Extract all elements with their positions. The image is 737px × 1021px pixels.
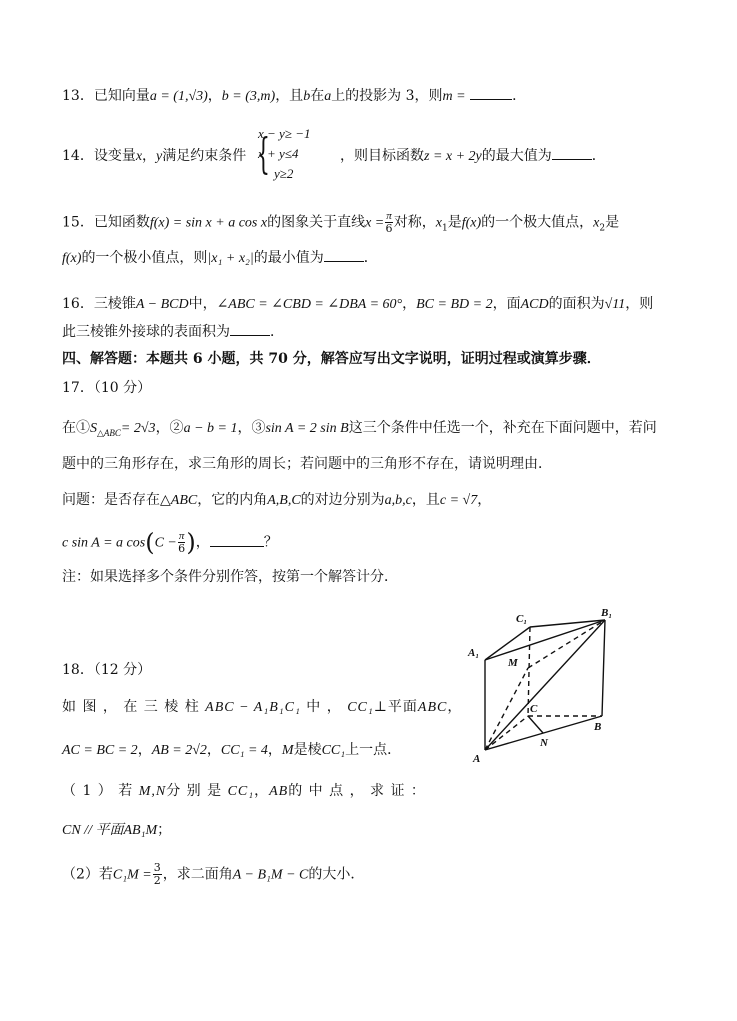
- text: 已知向量: [93, 88, 150, 104]
- m-expression: m =: [442, 89, 466, 104]
- face-acd: ACD: [520, 297, 549, 312]
- equation-inner: C −: [154, 535, 177, 551]
- question-number: 14．: [62, 148, 94, 164]
- question-16-line-1: [62, 294, 653, 315]
- answer-blank[interactable]: [230, 323, 270, 336]
- denominator: 2: [153, 874, 161, 887]
- points-mn: M,N: [138, 784, 167, 799]
- question-17-line-4: c sin A = a cos(C − $\frac{\pi}{6}$ )， ？: [62, 528, 278, 557]
- edge-cc1: CC₁: [321, 743, 346, 758]
- text: ．: [591, 148, 606, 164]
- text: ，: [206, 742, 221, 758]
- text: ．: [512, 88, 527, 104]
- condition-3: sin A = 2 sin B: [265, 421, 349, 436]
- question-18-heading: 18．（12 分）: [62, 662, 152, 678]
- text: 在: [310, 88, 325, 104]
- dihedral-angle: A − B₁M − C: [232, 867, 309, 883]
- text: ．: [270, 324, 284, 340]
- plane-abc: ABC: [417, 700, 448, 715]
- segment-a-m: [485, 668, 528, 750]
- edge-a-b: [485, 716, 602, 750]
- text: ，: [254, 783, 270, 799]
- text: ，则: [625, 296, 654, 312]
- text: 三棱锥: [93, 296, 136, 312]
- length-conditions: BC = BD = 2: [416, 297, 493, 312]
- text: 满足约束条件: [162, 148, 247, 164]
- text: ？: [263, 534, 278, 551]
- label-b1: B₁: [601, 607, 613, 619]
- question-15-line-1: 15．已知函数f(x) = sin x + a cos x的图象关于直线x = $\frac{\pi}{6}$ 对称，$x_1$是f(x)的一个极大值点，$x_2$是: [62, 210, 620, 235]
- question-number: 16．: [62, 296, 94, 312]
- answer-blank[interactable]: [552, 147, 592, 160]
- sides: a,b,c: [384, 493, 412, 508]
- line-eq: x =: [365, 215, 385, 231]
- vector-a: a: [324, 89, 332, 104]
- angle-conditions: ∠ABC = ∠CBD = ∠DBA = 60°: [216, 297, 403, 312]
- text: 的 中 点 ， 求 证 ：: [288, 783, 426, 799]
- fx: f(x): [62, 251, 82, 266]
- edge-b-b1: [602, 620, 605, 716]
- text: 的最小值为: [253, 250, 324, 266]
- text: ，且: [275, 88, 304, 104]
- question-17-line-2: 题中的三角形存在，求三角形的周长；若问题中的三角形不存在，请说明理由．: [62, 456, 552, 472]
- text: 的面积为: [548, 296, 605, 312]
- numerator: π: [386, 210, 392, 222]
- label-m: M: [508, 657, 518, 669]
- text: ；: [157, 822, 172, 838]
- length-ab: AB = 2√2: [151, 743, 207, 758]
- diagonal-a-b1: [485, 620, 605, 750]
- fx: f(x): [461, 215, 482, 231]
- denominator: 6: [385, 222, 393, 235]
- text: （ 1 ） 若: [62, 783, 134, 799]
- question-17-note: 注：如果选择多个条件分别作答，按第一个解答计分．: [62, 569, 398, 585]
- question-17-line-1: [62, 418, 657, 443]
- fraction-pi-6: [178, 530, 186, 555]
- tetrahedron-name: A − BCD: [135, 297, 189, 312]
- numerator: 3: [153, 861, 161, 874]
- text: 的最大值为: [481, 148, 552, 164]
- equation-left: c sin A = a cos: [62, 535, 146, 551]
- question-15-line-2: [62, 248, 378, 269]
- text: 设变量: [93, 148, 136, 164]
- constraint-system: [258, 124, 310, 184]
- text: 是: [447, 214, 462, 231]
- c1m-length: C₁M =: [112, 867, 152, 883]
- answer-blank[interactable]: [324, 249, 364, 262]
- text: 的对边分别为: [300, 492, 385, 508]
- constraint-3: y≥2: [274, 166, 294, 181]
- question-number: 13．: [62, 88, 94, 104]
- question-14: [62, 146, 246, 167]
- question-18-part-1: [62, 781, 426, 802]
- text: ，: [195, 534, 210, 551]
- text: ，: [477, 492, 492, 508]
- text: ．: [363, 250, 378, 266]
- triangle: △ABC: [160, 493, 198, 508]
- question-18-part-1-cont: [62, 820, 171, 841]
- text: ，: [207, 88, 222, 104]
- text: ，: [137, 742, 152, 758]
- text: 中，: [188, 296, 217, 312]
- length-cc1: CC₁ = 4: [220, 743, 268, 758]
- question-18-line-2: [62, 740, 401, 761]
- area-value: √11: [604, 297, 626, 312]
- edge-cc1: CC₁: [347, 700, 374, 715]
- area-value: = 2√3: [120, 421, 156, 436]
- text: 对称，: [393, 214, 436, 231]
- text: 在①: [62, 420, 90, 436]
- text: ⊥平面: [373, 699, 418, 715]
- constraint-1: x − y≥ −1: [258, 126, 311, 141]
- text: ，②: [155, 420, 184, 436]
- question-13: [62, 86, 526, 107]
- answer-blank[interactable]: [210, 534, 264, 547]
- left-brace: {: [256, 129, 271, 178]
- text: 已知函数: [93, 214, 150, 231]
- label-a1: A₁: [468, 647, 480, 659]
- text: 的一个极大值点，: [481, 214, 594, 231]
- area-s: S: [90, 421, 97, 436]
- var-y: y: [156, 149, 163, 164]
- c-value: c = √7: [439, 493, 478, 508]
- text: ，求二面角: [162, 866, 233, 883]
- numerator: π: [178, 530, 185, 542]
- edge-c-c1: [528, 627, 530, 716]
- var-x: x: [135, 149, 143, 164]
- text: 上一点．: [345, 742, 402, 758]
- plane-ab1m: AB₁M: [123, 823, 158, 838]
- constraint-2: x + y≤4: [258, 146, 299, 161]
- x2: x: [593, 215, 600, 231]
- text: 中 ，: [306, 699, 342, 715]
- objective-function: z = x + 2y: [424, 149, 482, 164]
- text: ，它的内角: [197, 492, 268, 508]
- label-a: A: [473, 753, 481, 765]
- text: 是棱: [293, 742, 322, 758]
- edge-a1-b1: [485, 620, 605, 660]
- edge-ab: AB: [269, 784, 289, 799]
- question-17-heading: 17．（10 分）: [62, 380, 152, 396]
- abs-expression: |x₁ + x₂|: [207, 251, 254, 266]
- question-number: 15．: [62, 214, 94, 231]
- text: ，且: [411, 492, 440, 508]
- text: ，: [447, 699, 463, 715]
- text: 的图象关于直线: [267, 214, 366, 231]
- text: ，③: [237, 420, 266, 436]
- prism-name: ABC − A₁B₁C₁: [205, 700, 301, 715]
- text: 如 图 ， 在 三 棱 柱: [62, 699, 200, 715]
- edge-c1-b1: [530, 620, 605, 627]
- text: ，: [142, 148, 157, 164]
- question-17-line-3: [62, 490, 491, 511]
- text: ，面: [492, 296, 521, 312]
- label-c1: C₁: [516, 613, 528, 625]
- condition-2: a − b = 1: [183, 421, 238, 436]
- question-18-part-2: [62, 862, 364, 887]
- edge-a-c: [485, 716, 528, 750]
- vector-a-definition: a = (1,√3): [149, 89, 208, 104]
- text: 此三棱锥外接球的表面积为: [62, 324, 230, 340]
- text: 是: [605, 214, 620, 231]
- fraction-pi-6: [385, 210, 393, 235]
- text: 这三个条件中任选一个，补充在下面问题中，若问: [348, 420, 657, 436]
- point-m: M: [281, 743, 294, 758]
- label-n: N: [540, 737, 548, 749]
- angles: A,B,C: [267, 493, 301, 508]
- text: 问题：是否存在: [62, 492, 160, 508]
- parallel-claim: CN // 平面: [62, 823, 124, 838]
- function-def: f(x) = sin x + a cos x: [149, 215, 268, 231]
- text: 的大小．: [308, 866, 365, 883]
- question-18-line-1: [62, 697, 462, 718]
- edge-c1-a1: [485, 627, 530, 660]
- text: 的一个极小值点，则: [81, 250, 208, 266]
- lengths-ac-bc: AC = BC = 2: [62, 743, 138, 758]
- vector-b: b: [303, 89, 311, 104]
- text: ，则目标函数: [340, 148, 424, 164]
- vector-b-definition: b = (3,m): [221, 89, 276, 104]
- edge-cc1: CC₁: [227, 784, 255, 799]
- text: （2）若: [62, 866, 113, 883]
- label-b: B: [594, 721, 602, 733]
- text: ，: [402, 296, 417, 312]
- segment-m-b1: [528, 620, 605, 668]
- section-heading: 四、解答题：本题共 6 小题，共 70 分，解答应写出文字说明，证明过程或演算步骤．: [62, 351, 601, 367]
- label-c: C: [530, 703, 538, 715]
- question-16-line-2: [62, 322, 284, 342]
- denominator: 6: [178, 542, 186, 555]
- segment-c-n: [528, 716, 543, 733]
- x1: x: [435, 215, 442, 231]
- area-subscript: △ABC: [97, 427, 121, 438]
- fraction-3-2: [153, 862, 162, 887]
- answer-blank[interactable]: [470, 87, 512, 100]
- text: 上的投影为 3，则: [331, 88, 443, 104]
- text: ，: [267, 742, 282, 758]
- question-14-tail: [340, 146, 606, 167]
- text: 分 别 是: [166, 783, 223, 799]
